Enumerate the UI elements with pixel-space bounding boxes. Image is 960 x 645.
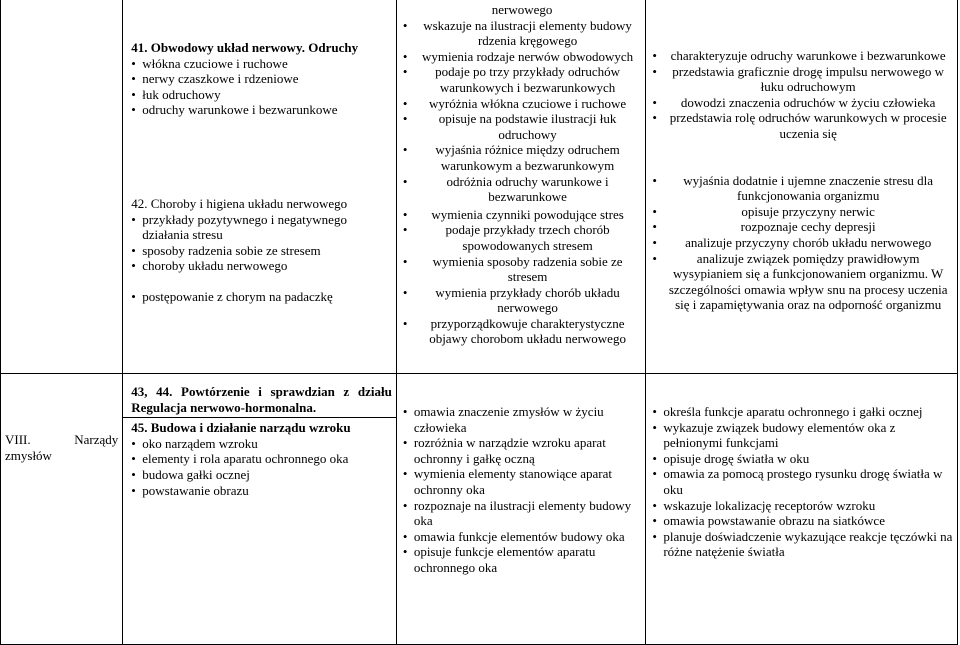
section-41-title: 41. Obwodowy układ nerwowy. Odruchy — [131, 40, 359, 55]
list-item: • postępowanie z chorym na padaczkę — [131, 289, 392, 305]
list-item: • elementy i rola aparatu ochronnego oka — [131, 451, 392, 467]
topics-cell-top — [123, 0, 397, 374]
list-item: • planuje doświadczenie wykazujące reakcje tęczówki na różne natężenie światła — [652, 529, 953, 560]
topics-cell-bottom — [123, 374, 397, 645]
extended-list-b — [652, 173, 953, 313]
list-item: • wykazuje związek budowy elementów oka z pełnionymi funkcjami — [652, 420, 953, 451]
section-45-list — [131, 436, 392, 498]
list-item: • wymienia przykłady chorób układu nerwowego — [403, 285, 642, 316]
list-item: • omawia funkcje elementów budowy oka — [403, 529, 642, 545]
section-45-title: 45. Budowa i działanie narządu wzroku — [131, 420, 351, 436]
review-title: 43, 44. Powtórzenie i sprawdzian z działu Regulacja nerwowo-hormonalna. — [131, 384, 392, 415]
section-42-title: 42. Choroby i higiena układu nerwowego — [131, 195, 348, 211]
list-item: • przyporządkowuje charakterystyczne objawy chorobom układu nerwowego — [403, 316, 642, 347]
continued-text: nerwowego — [491, 2, 553, 17]
section-41-list — [131, 56, 392, 118]
list-item: • dowodzi znaczenia odruchów w życiu człowieka — [652, 95, 953, 111]
extended-requirements-cell-bottom — [646, 374, 958, 645]
requirements-list-a — [403, 18, 642, 205]
list-item: • charakteryzuje odruchy warunkowe i bezwarunkowe — [652, 48, 953, 64]
list-item: • opisuje przyczyny nerwic — [652, 204, 953, 220]
list-item: • odróżnia odruchy warunkowe i bezwarunkowe — [403, 174, 642, 205]
list-item: • włókna czuciowe i ruchowe — [131, 56, 392, 72]
section-42-list — [131, 212, 392, 305]
list-item: • łuk odruchowy — [131, 87, 392, 103]
list-item: • przedstawia rolę odruchów warunkowych w procesie uczenia się — [652, 110, 953, 141]
list-item: • rozpoznaje na ilustracji elementy budowy oka — [403, 498, 642, 529]
list-item: • omawia znaczenie zmysłów w życiu człowieka — [403, 404, 642, 435]
list-item: • omawia powstawanie obrazu na siatkówce — [652, 513, 953, 529]
list-item: • rozpoznaje cechy depresji — [652, 219, 953, 235]
list-item: • opisuje na podstawie ilustracji łuk odruchowy — [403, 111, 642, 142]
list-item: • przykłady pozytywnego i negatywnego działania stresu — [131, 212, 392, 243]
list-item: • rozróżnia w narządzie wzroku aparat ochronny i gałkę oczną — [403, 435, 642, 466]
table-row-top — [1, 0, 958, 374]
list-item: • wymienia czynniki powodujące stres — [403, 207, 642, 223]
section-name-part1: Narządy — [74, 432, 119, 447]
list-item: • wymienia elementy stanowiące aparat ochronny oka — [403, 466, 642, 497]
list-item: • oko narządem wzroku — [131, 436, 392, 452]
list-item: • wyjaśnia różnice między odruchem warunkowym a bezwarunkowym — [403, 142, 642, 173]
table-row-bottom — [1, 374, 958, 645]
list-item: • wskazuje na ilustracji elementy budowy rdzenia kręgowego — [403, 18, 642, 49]
list-item: • podaje po trzy przykłady odruchów warunkowych i bezwarunkowych — [403, 64, 642, 95]
list-item: • analizuje związek pomiędzy prawidłowym wysypianiem się a funkcjonowaniem organizmu. W szczególności omawia wpływ snu na procesy uczenia się i zapamiętywania oraz na odporność organizmu — [652, 251, 953, 313]
list-item: • wyjaśnia dodatnie i ujemne znaczenie stresu dla funkcjonowania organizmu — [652, 173, 953, 204]
section-name-part2: zmysłów — [5, 447, 52, 463]
list-item: • wskazuje lokalizację receptorów wzroku — [652, 498, 953, 514]
list-item: • omawia za pomocą prostego rysunku drogę światła w oku — [652, 466, 953, 497]
list-item: • wyróżnia włókna czuciowe i ruchowe — [403, 96, 642, 112]
list-item: • nerwy czaszkowe i rdzeniowe — [131, 71, 392, 87]
list-item: • wymienia rodzaje nerwów obwodowych — [403, 49, 642, 65]
extended-list-a — [652, 48, 953, 142]
list-item: • odruchy warunkowe i bezwarunkowe — [131, 102, 392, 118]
list-item: • określa funkcje aparatu ochronnego i gałki ocznej — [652, 404, 953, 420]
requirements-list-b — [403, 207, 642, 347]
list-item: • opisuje funkcje elementów aparatu ochronnego oka — [403, 544, 642, 575]
section-label-cell-empty — [1, 0, 123, 374]
basic-requirements-cell-bottom — [396, 374, 646, 645]
list-item: • podaje przykłady trzech chorób spowodowanych stresem — [403, 222, 642, 253]
extended-requirements-cell-top — [646, 0, 958, 374]
basic-requirements-list — [403, 404, 642, 576]
list-item: • budowa gałki ocznej — [131, 467, 392, 483]
basic-requirements-cell-top — [396, 0, 646, 374]
list-item: • przedstawia graficznie drogę impulsu nerwowego w łuku odruchowym — [652, 64, 953, 95]
list-item: • analizuje przyczyny chorób układu nerwowego — [652, 235, 953, 251]
list-item: • wymienia sposoby radzenia sobie ze stresem — [403, 254, 642, 285]
list-item: • choroby układu nerwowego — [131, 258, 392, 274]
list-item: • opisuje drogę światła w oku — [652, 451, 953, 467]
extended-requirements-list — [652, 404, 953, 560]
section-label-cell — [1, 374, 123, 645]
list-item: • sposoby radzenia sobie ze stresem — [131, 243, 392, 259]
section-number: VIII. — [5, 432, 31, 447]
list-item: • powstawanie obrazu — [131, 483, 392, 499]
